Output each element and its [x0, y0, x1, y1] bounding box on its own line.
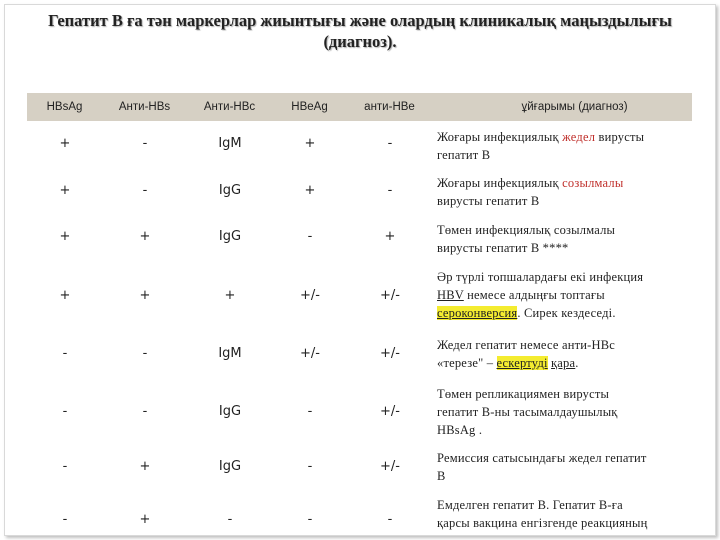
- cell-anti-hbs: -: [142, 136, 148, 151]
- cell-diagnosis: [437, 336, 699, 372]
- desc-text: гепатит В-ны тасымалдаушылық: [437, 405, 618, 419]
- cell-anti-hbc: IgM: [218, 346, 242, 361]
- cell-hbsag: -: [62, 404, 68, 419]
- cell-anti-hbs: -: [142, 404, 148, 419]
- desc-text: вирусты: [595, 130, 645, 144]
- cell-diagnosis: [437, 449, 699, 485]
- cell-hbsag: -: [62, 512, 68, 527]
- cell-anti-hbs: -: [142, 183, 148, 198]
- table-header: [27, 93, 692, 121]
- desc-text: Әр түрлі топшалардағы екі инфекция: [437, 270, 644, 284]
- desc-text: вирусты гепатит В ****: [437, 241, 569, 255]
- cell-anti-hbc: IgM: [218, 136, 242, 151]
- desc-text: . Сирек кездеседі.: [517, 306, 616, 320]
- cell-anti-hbs: +: [139, 512, 151, 527]
- cell-hbeag: -: [307, 229, 313, 244]
- header-anti-hbs: Анти-HBs: [118, 101, 171, 113]
- header-diagnosis: ұйғарымы (диагноз): [521, 101, 628, 113]
- cell-hbeag: +/-: [300, 288, 320, 303]
- cell-diagnosis: [437, 128, 699, 164]
- cell-diagnosis: [437, 385, 699, 439]
- cell-hbsag: -: [62, 346, 68, 361]
- desc-link: қара: [551, 356, 576, 370]
- cell-hbeag: +/-: [300, 346, 320, 361]
- desc-text: HBsAg .: [437, 423, 483, 437]
- header-anti-hbc: Анти-HBc: [203, 101, 256, 113]
- cell-hbeag: -: [307, 404, 313, 419]
- cell-anti-hbs: +: [139, 459, 151, 474]
- desc-text: Ремиссия сатысындағы жедел гепатит: [437, 451, 647, 465]
- desc-text: вирусты гепатит В: [437, 194, 540, 208]
- cell-anti-hbc: +: [224, 288, 236, 303]
- desc-text: гепатит В: [437, 148, 491, 162]
- cell-anti-hbe: +: [384, 229, 396, 244]
- desc-text: Жедел гепатит немесе анти-HBc: [437, 338, 616, 352]
- desc-text: В: [437, 469, 446, 483]
- cell-anti-hbe: -: [387, 512, 393, 527]
- cell-hbsag: +: [59, 183, 71, 198]
- title-line-2: (диагноз).: [323, 32, 397, 51]
- cell-diagnosis: [437, 221, 699, 257]
- header-hbsag: HBsAg: [46, 101, 83, 113]
- cell-anti-hbe: +/-: [380, 459, 400, 474]
- cell-anti-hbc: IgG: [218, 229, 242, 244]
- desc-text: Төмен репликациямен вирусты: [437, 387, 610, 401]
- desc-text: Жоғары инфекциялық: [437, 176, 563, 190]
- cell-hbsag: +: [59, 288, 71, 303]
- cell-anti-hbs: +: [139, 229, 151, 244]
- cell-anti-hbe: -: [387, 183, 393, 198]
- cell-anti-hbs: +: [139, 288, 151, 303]
- cell-anti-hbe: +/-: [380, 288, 400, 303]
- desc-highlight: ескертуді: [496, 356, 548, 370]
- title-line-1: Гепатит В ға тән маркерлар жиынтығы және олардың клиникалық маңыздылығы: [48, 11, 672, 30]
- cell-anti-hbc: IgG: [218, 183, 242, 198]
- cell-diagnosis: [437, 174, 699, 210]
- header-hbeag: HBeAg: [291, 101, 328, 113]
- desc-link: HBV: [437, 288, 464, 302]
- cell-anti-hbs: -: [142, 346, 148, 361]
- cell-diagnosis: [437, 496, 699, 532]
- cell-hbeag: -: [307, 459, 313, 474]
- desc-highlight: сероконверсия: [437, 306, 518, 320]
- desc-text: Төмен инфекциялық созылмалы: [437, 223, 616, 237]
- desc-highlight: жедел: [562, 130, 596, 144]
- cell-hbeag: +: [304, 136, 316, 151]
- cell-anti-hbe: +/-: [380, 404, 400, 419]
- page-title: [0, 10, 720, 52]
- cell-anti-hbc: IgG: [218, 459, 242, 474]
- cell-anti-hbe: +/-: [380, 346, 400, 361]
- cell-hbsag: +: [59, 229, 71, 244]
- cell-hbsag: +: [59, 136, 71, 151]
- desc-text: .: [575, 356, 579, 370]
- cell-hbeag: +: [304, 183, 316, 198]
- desc-text: немесе алдыңғы топтағы: [463, 288, 605, 302]
- cell-diagnosis: [437, 268, 699, 322]
- desc-text: «терезе" –: [437, 356, 497, 370]
- cell-hbsag: -: [62, 459, 68, 474]
- desc-text: Емделген гепатит В. Гепатит В-ға: [437, 498, 623, 512]
- cell-anti-hbe: -: [387, 136, 393, 151]
- desc-text: қарсы вакцина енгізгенде реакцияның: [437, 516, 648, 530]
- cell-hbeag: -: [307, 512, 313, 527]
- desc-text: Жоғары инфекциялық: [437, 130, 563, 144]
- header-anti-hbe: анти-HBe: [364, 101, 415, 113]
- desc-highlight: созылмалы: [562, 176, 624, 190]
- cell-anti-hbc: -: [227, 512, 233, 527]
- cell-anti-hbc: IgG: [218, 404, 242, 419]
